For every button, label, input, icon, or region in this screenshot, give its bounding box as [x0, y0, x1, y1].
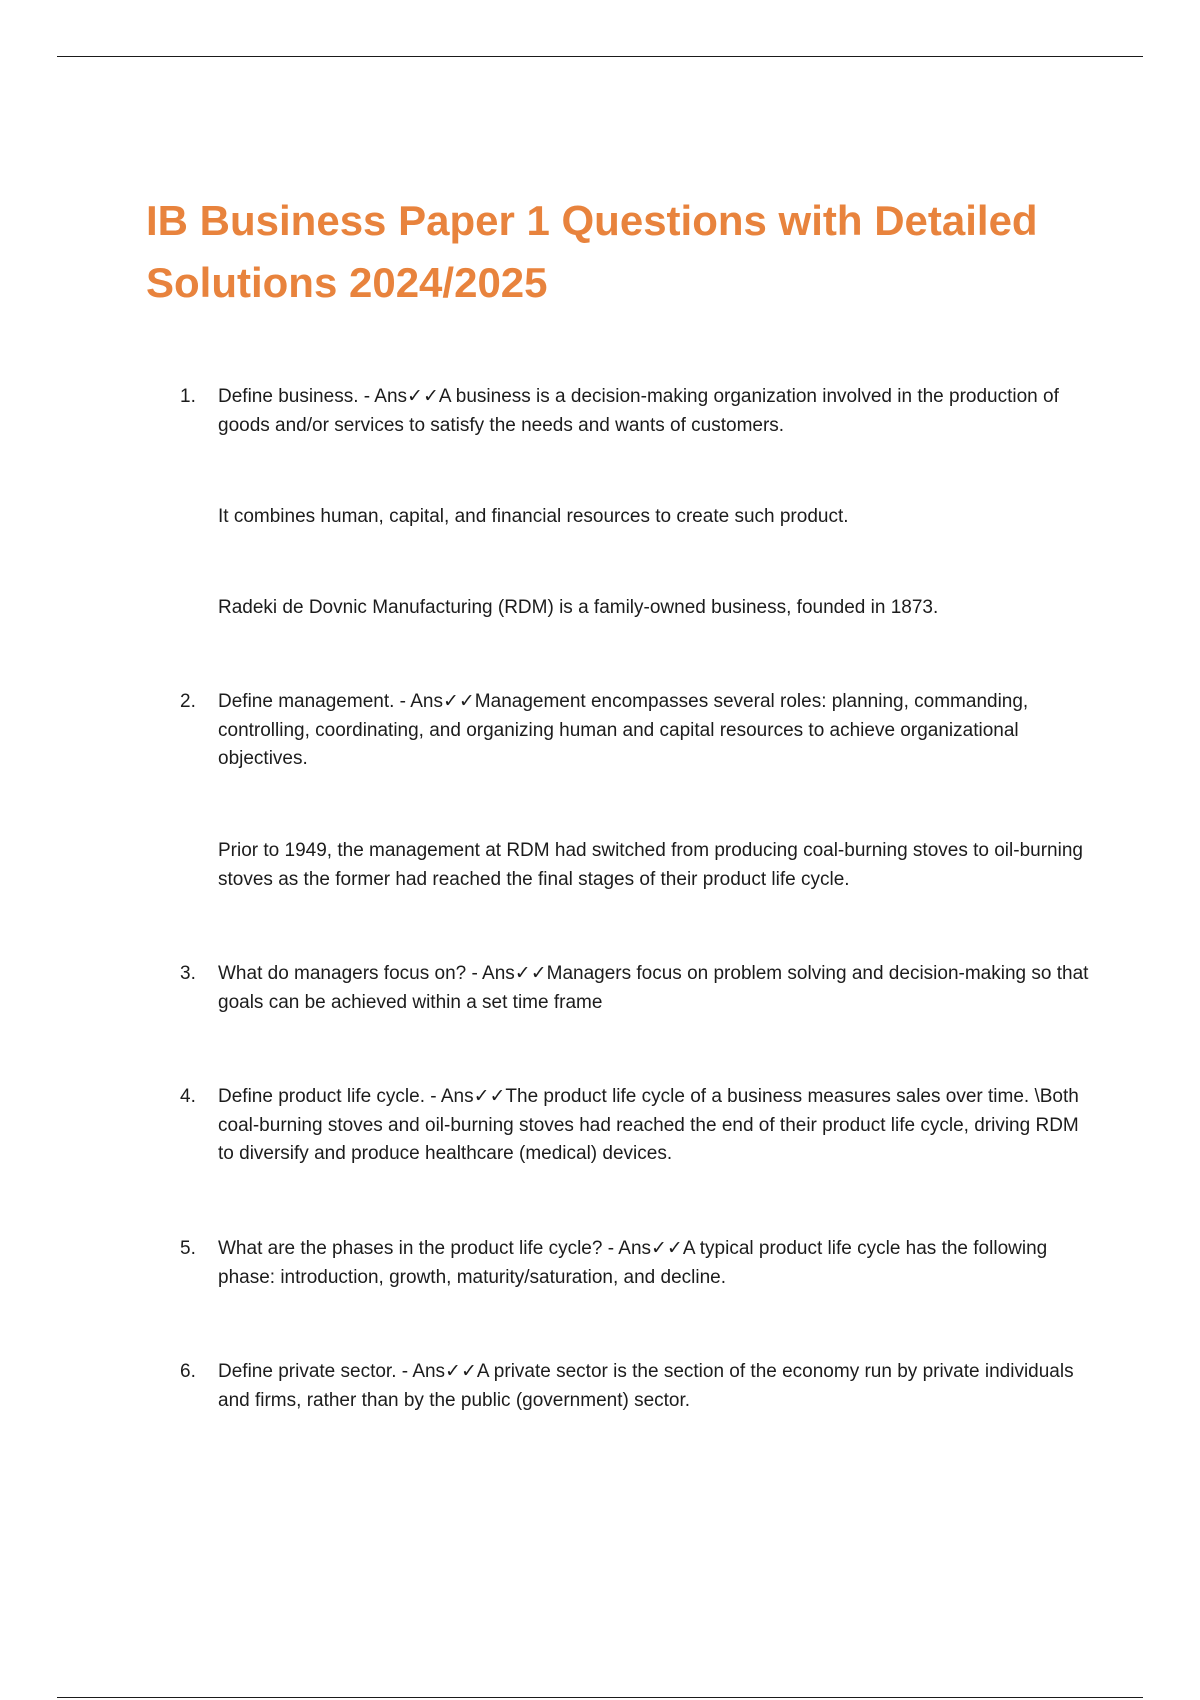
- question-number: 6.: [180, 1361, 196, 1382]
- question-number: 3.: [180, 963, 196, 984]
- footer-rule: [57, 1697, 1143, 1698]
- question-answer-text: Define management. - Ans✓✓Management encompasses several roles: planning, commanding, controlling, coordinating, and organizing human and capital resources to achieve organizational objectives.: [218, 691, 1029, 769]
- question-answer-text: What are the phases in the product life cycle? - Ans✓✓A typical product life cycle has the following phase: introduction, growth, maturity/saturation, and decline.: [218, 1238, 1048, 1288]
- question-number: 1.: [180, 386, 196, 407]
- answer-paragraph: It combines human, capital, and financial resources to create such product.: [218, 506, 849, 527]
- question-answer-text: Define business. - Ans✓✓A business is a decision-making organization involved in the production of goods and/or services to satisfy the needs and wants of customers.: [218, 386, 1059, 436]
- question-answer-text: Define product life cycle. - Ans✓✓The product life cycle of a business measures sales over time. \Both coal-burning stoves and oil-burning stoves had reached the end of their product life cycle, driving RDM to diversify and produce healthcare (medical) devices.: [218, 1086, 1079, 1164]
- question-number: 4.: [180, 1086, 196, 1107]
- question-number: 2.: [180, 691, 196, 712]
- document-title: IB Business Paper 1 Questions with Detailed Solutions 2024/2025: [146, 197, 1038, 306]
- question-answer-text: Define private sector. - Ans✓✓A private sector is the section of the economy run by private individuals and firms, rather than by the public (government) sector.: [218, 1361, 1074, 1411]
- question-number: 5.: [180, 1238, 196, 1259]
- question-answer-text: What do managers focus on? - Ans✓✓Managers focus on problem solving and decision-making so that goals can be achieved within a set time frame: [218, 963, 1089, 1013]
- answer-paragraph: Prior to 1949, the management at RDM had switched from producing coal-burning stoves to oil-burning stoves as the former had reached the final stages of their product life cycle.: [218, 840, 1083, 890]
- answer-paragraph: Radeki de Dovnic Manufacturing (RDM) is a family-owned business, founded in 1873.: [218, 597, 939, 618]
